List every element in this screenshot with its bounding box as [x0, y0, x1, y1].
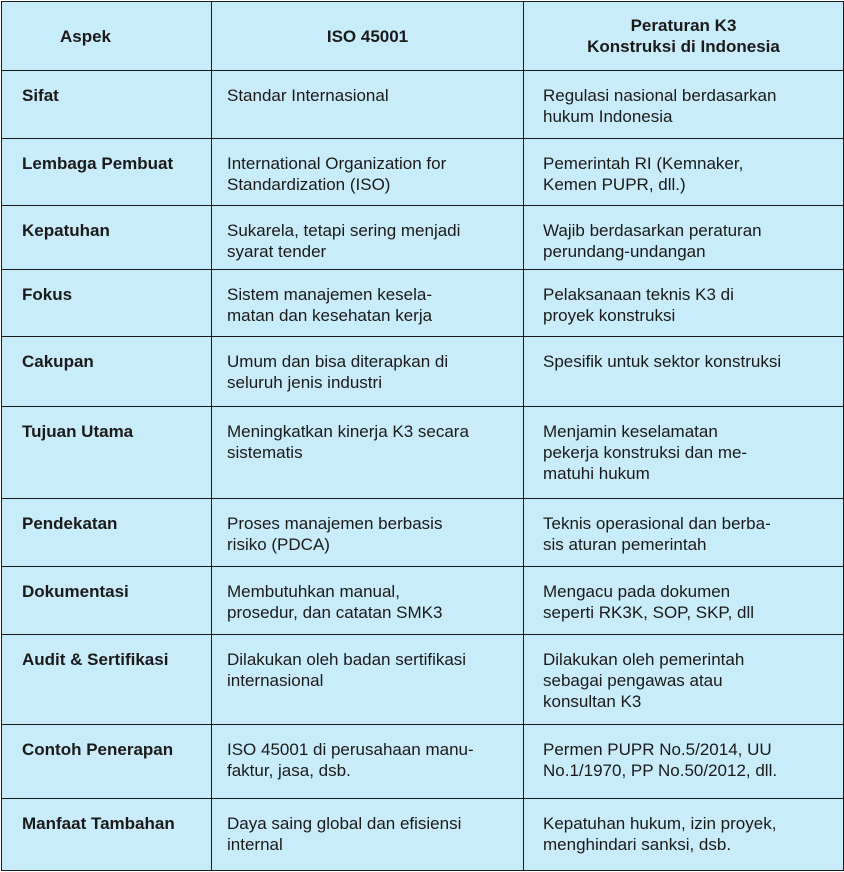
row-aspect: Kepatuhan [2, 206, 212, 270]
row-aspect: Audit & Sertifikasi [2, 635, 212, 725]
header-k3 [524, 2, 844, 71]
row-iso: Proses manajemen berbasis risiko (PDCA) [212, 499, 524, 567]
header-k3-line1: Peraturan K3 [630, 16, 737, 35]
row-iso: Sukarela, tetapi sering menjadi syarat tender [212, 206, 524, 270]
table-row [2, 337, 844, 407]
table-row [2, 499, 844, 567]
row-aspect: Manfaat Tambahan [2, 799, 212, 871]
row-aspect: Dokumentasi [2, 567, 212, 635]
comparison-table [1, 1, 844, 871]
row-aspect: Fokus [2, 270, 212, 337]
row-k3: Mengacu pada dokumen seperti RK3K, SOP, SKP, dll [524, 567, 844, 635]
table-row [2, 71, 844, 139]
row-aspect: Contoh Penerapan [2, 725, 212, 799]
row-iso: Daya saing global dan efisiensi internal [212, 799, 524, 871]
table-row [2, 635, 844, 725]
row-k3: Menjamin keselamatan pekerja konstruksi dan me- matuhi hukum [524, 407, 844, 499]
row-k3: Teknis operasional dan berba- sis aturan pemerintah [524, 499, 844, 567]
table-row [2, 139, 844, 206]
table-row [2, 206, 844, 270]
row-aspect: Tujuan Utama [2, 407, 212, 499]
table-row [2, 567, 844, 635]
row-k3: Spesifik untuk sektor konstruksi [524, 337, 844, 407]
row-iso: Standar Internasional [212, 71, 524, 139]
row-aspect: Cakupan [2, 337, 212, 407]
header-iso: ISO 45001 [212, 2, 524, 71]
table-row [2, 799, 844, 871]
table-row [2, 407, 844, 499]
row-k3: Kepatuhan hukum, izin proyek, menghindari sanksi, dsb. [524, 799, 844, 871]
header-k3-line2: Konstruksi di Indonesia [587, 37, 780, 56]
row-k3: Regulasi nasional berdasarkan hukum Indonesia [524, 71, 844, 139]
row-k3: Wajib berdasarkan peraturan perundang-undangan [524, 206, 844, 270]
header-row [2, 2, 844, 71]
row-iso: Dilakukan oleh badan sertifikasi internasional [212, 635, 524, 725]
row-iso: ISO 45001 di perusahaan manu- faktur, jasa, dsb. [212, 725, 524, 799]
row-aspect: Pendekatan [2, 499, 212, 567]
table-row [2, 270, 844, 337]
row-iso: International Organization for Standardization (ISO) [212, 139, 524, 206]
row-aspect: Lembaga Pembuat [2, 139, 212, 206]
header-aspek: Aspek [2, 2, 212, 71]
row-iso: Meningkatkan kinerja K3 secara sistematis [212, 407, 524, 499]
row-iso: Membutuhkan manual, prosedur, dan catatan SMK3 [212, 567, 524, 635]
row-iso: Sistem manajemen kesela- matan dan kesehatan kerja [212, 270, 524, 337]
row-k3: Permen PUPR No.5/2014, UU No.1/1970, PP No.50/2012, dll. [524, 725, 844, 799]
table-row [2, 725, 844, 799]
row-iso: Umum dan bisa diterapkan di seluruh jenis industri [212, 337, 524, 407]
row-k3: Pemerintah RI (Kemnaker, Kemen PUPR, dll.) [524, 139, 844, 206]
row-aspect: Sifat [2, 71, 212, 139]
row-k3: Dilakukan oleh pemerintah sebagai pengawas atau konsultan K3 [524, 635, 844, 725]
row-k3: Pelaksanaan teknis K3 di proyek konstruksi [524, 270, 844, 337]
